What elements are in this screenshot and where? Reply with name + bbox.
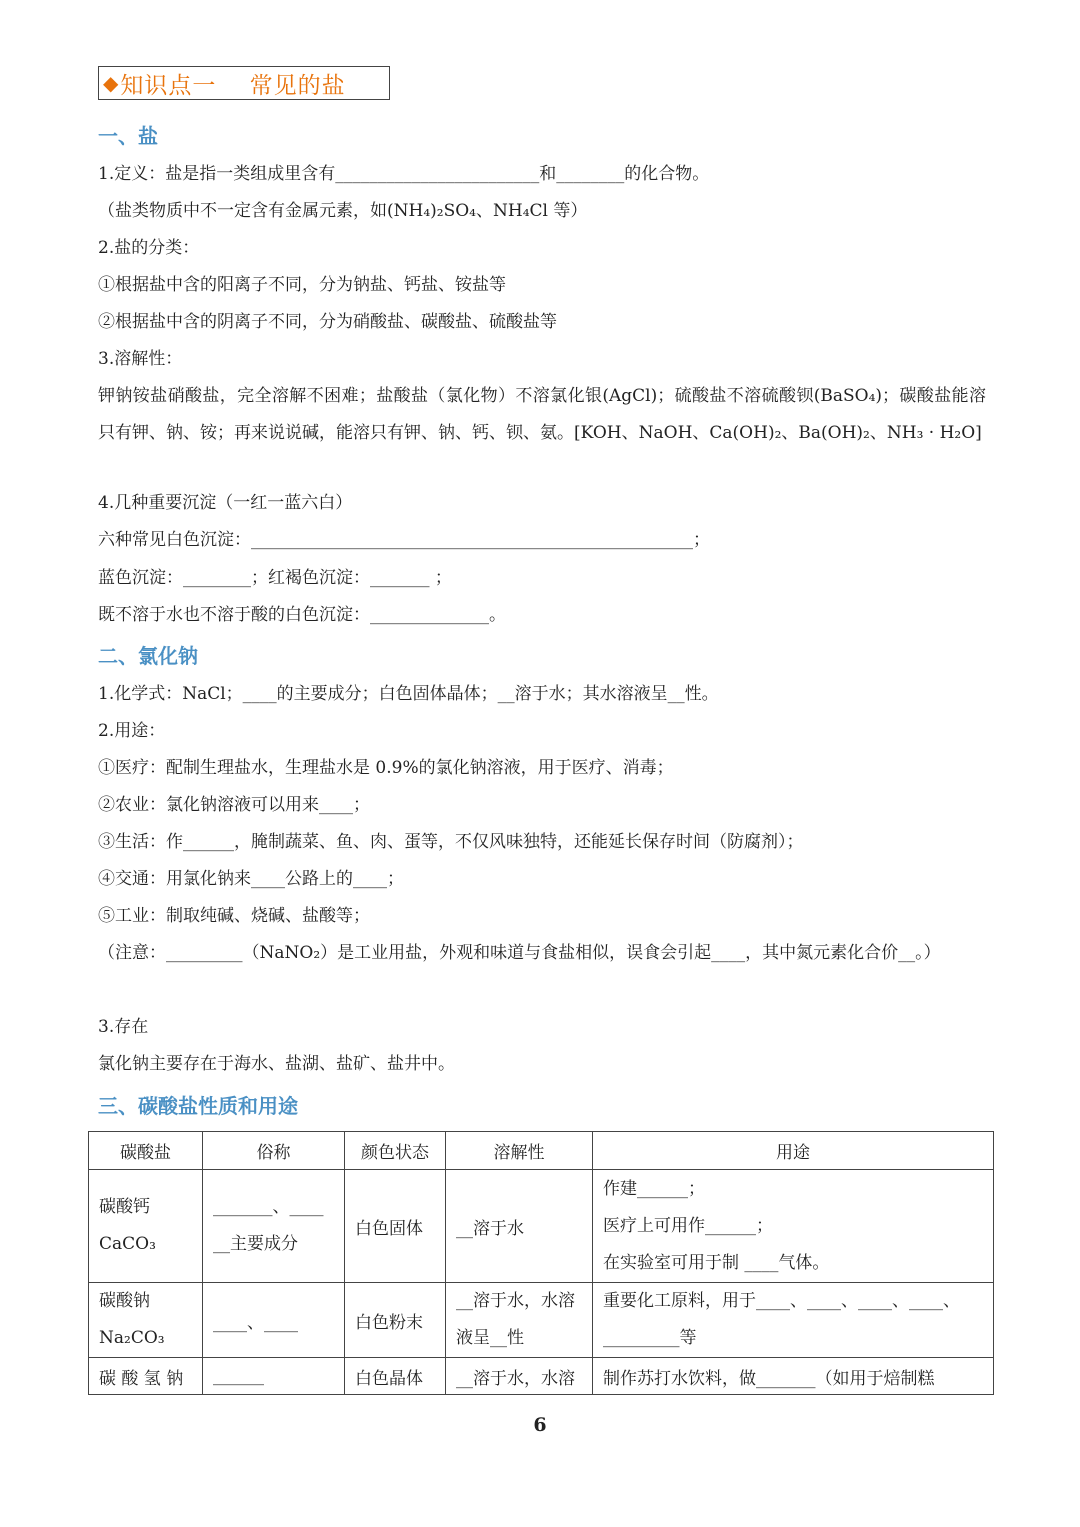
text-line: （盐类物质中不一定含有金属元素，如(NH₄)₂SO₄、NH₄Cl 等）	[98, 201, 588, 221]
table-header: 用途	[593, 1132, 994, 1170]
table-row	[89, 1358, 994, 1395]
diamond-icon: ◆	[103, 71, 119, 95]
text-line: 既不溶于水也不溶于酸的白色沉淀：______________。	[98, 605, 506, 625]
table-row	[89, 1170, 994, 1283]
table-row	[89, 1283, 994, 1358]
knowledge-point-title: 知识点一 常见的盐	[120, 72, 346, 99]
text-line: ④交通：用氯化钠来____公路上的____；	[98, 869, 404, 889]
text-line: 1.定义：盐是指一类组成里含有________________________和________的化合物。	[98, 164, 710, 184]
section-heading-carbonates: 三、碳酸盐性质和用途	[98, 1094, 298, 1118]
text-line: ③生活：作______，腌制蔬菜、鱼、肉、蛋等，不仅风味独特，还能延长保存时间（防腐剂）；	[98, 832, 804, 852]
carbonate-table	[88, 1131, 994, 1395]
text-line: 3.溶解性：	[98, 349, 183, 369]
table-cell: 白色粉末	[345, 1283, 446, 1358]
section-heading-nacl: 二、氯化钠	[98, 644, 198, 668]
table-cell: 碳酸钙 CaCO₃	[89, 1170, 203, 1283]
table-cell: 白色晶体	[345, 1358, 446, 1395]
text-line: ⑤工业：制取纯碱、烧碱、盐酸等；	[98, 906, 370, 926]
text-line: 3.存在	[98, 1017, 149, 1037]
text-line: ②根据盐中含的阴离子不同，分为硝酸盐、碳酸盐、硫酸盐等	[98, 312, 557, 332]
table-header: 颜色状态	[345, 1132, 446, 1170]
text-line: 蓝色沉淀：________；红褐色沉淀：_______ ；	[98, 568, 452, 588]
table-cell: _______、____ __主要成分	[203, 1170, 345, 1283]
text-line: 六种常见白色沉淀：____________________________________________________；	[98, 530, 710, 550]
table-cell: 碳 酸 氢 钠	[89, 1358, 203, 1395]
page-number: 6	[533, 1414, 547, 1436]
section-heading-salt: 一、盐	[98, 124, 158, 148]
table-cell: 重要化工原料，用于____、____、____、____、 _________等	[593, 1283, 994, 1358]
table-cell: ____、____	[203, 1283, 345, 1358]
note-paragraph: （注意：_________（NaNO₂）是工业用盐，外观和味道与食盐相似，误食会引起____，其中氮元素化合价__。）	[98, 943, 941, 963]
text-line: ②农业：氯化钠溶液可以用来____；	[98, 795, 370, 815]
table-cell: 制作苏打水饮料，做_______（如用于焙制糕	[593, 1358, 994, 1395]
table-cell: ______	[203, 1358, 345, 1395]
text-line: 4.几种重要沉淀（一红一蓝六白）	[98, 493, 353, 513]
text-line: 2.用途：	[98, 721, 166, 741]
table-cell: __溶于水，水溶	[446, 1358, 593, 1395]
knowledge-point-box	[98, 66, 390, 100]
text-line: 氯化钠主要存在于海水、盐湖、盐矿、盐井中。	[98, 1054, 455, 1074]
text-line: ①根据盐中含的阳离子不同，分为钠盐、钙盐、铵盐等	[98, 275, 506, 295]
table-cell: 作建______； 医疗上可用作______； 在实验室可用于制 ____气体。	[593, 1170, 994, 1283]
table-header-row	[89, 1132, 994, 1170]
solubility-paragraph: 钾钠铵盐硝酸盐，完全溶解不困难；盐酸盐（氯化物）不溶氯化银(AgCl)；硫酸盐不溶硫酸钡(BaSO₄)；碳酸盐能溶只有钾、钠、铵；再来说说碱，能溶只有钾、钠、钙、钡、氨。[KOH、NaOH、Ca(OH)₂、Ba(OH)₂、NH₃ · H₂O]	[98, 386, 986, 443]
text-line: ①医疗：配制生理盐水，生理盐水是 0.9%的氯化钠溶液，用于医疗、消毒；	[98, 758, 674, 778]
table-cell: __溶于水	[446, 1170, 593, 1283]
table-header: 碳酸盐	[89, 1132, 203, 1170]
table-cell: __溶于水，水溶 液呈__性	[446, 1283, 593, 1358]
table-header: 溶解性	[446, 1132, 593, 1170]
table-cell: 白色固体	[345, 1170, 446, 1283]
table-cell: 碳酸钠 Na₂CO₃	[89, 1283, 203, 1358]
table-header: 俗称	[203, 1132, 345, 1170]
text-line: 1.化学式：NaCl；____的主要成分；白色固体晶体；__溶于水；其水溶液呈__性。	[98, 684, 719, 704]
text-line: 2.盐的分类：	[98, 238, 200, 258]
